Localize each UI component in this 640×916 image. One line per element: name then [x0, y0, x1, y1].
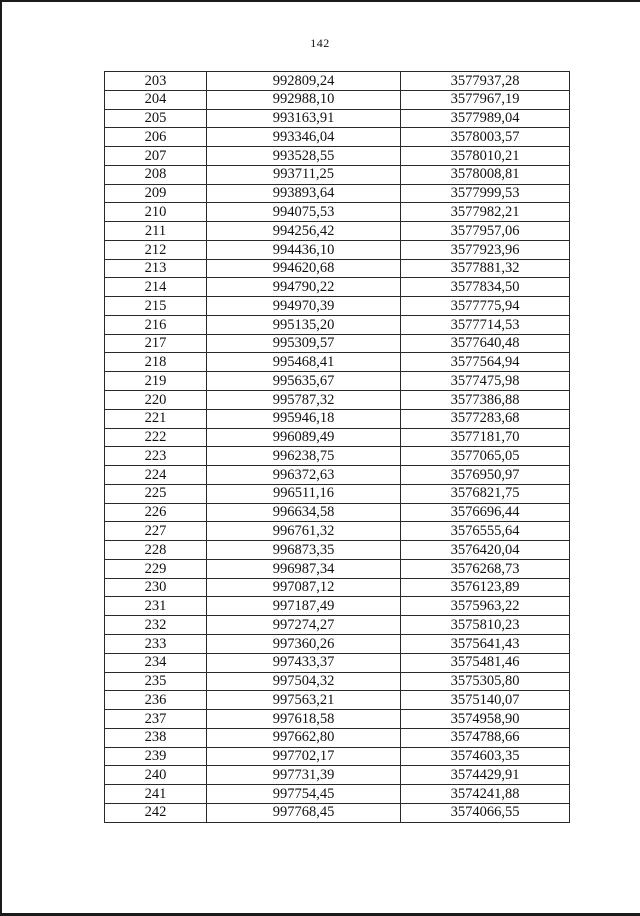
- y-coordinate-cell: 3577923,96: [401, 240, 570, 259]
- table-row: [105, 691, 570, 710]
- table-row: [105, 428, 570, 447]
- coordinates-table: [104, 71, 570, 823]
- table-row: [105, 372, 570, 391]
- table-row: [105, 391, 570, 410]
- table-row: [105, 541, 570, 560]
- y-coordinate-cell: 3574429,91: [401, 766, 570, 785]
- x-coordinate-cell: 997768,45: [207, 803, 401, 822]
- y-coordinate-cell: 3578003,57: [401, 128, 570, 147]
- x-coordinate-cell: 997563,21: [207, 691, 401, 710]
- y-coordinate-cell: 3575810,23: [401, 616, 570, 635]
- y-coordinate-cell: 3576950,97: [401, 466, 570, 485]
- x-coordinate-cell: 996761,32: [207, 522, 401, 541]
- point-number-cell: 220: [105, 391, 207, 410]
- y-coordinate-cell: 3577640,48: [401, 334, 570, 353]
- point-number-cell: 215: [105, 297, 207, 316]
- table-row: [105, 353, 570, 372]
- point-number-cell: 221: [105, 409, 207, 428]
- table-row: [105, 484, 570, 503]
- x-coordinate-cell: 995309,57: [207, 334, 401, 353]
- table-row: [105, 766, 570, 785]
- point-number-cell: 228: [105, 541, 207, 560]
- table-row: [105, 315, 570, 334]
- point-number-cell: 224: [105, 466, 207, 485]
- point-number-cell: 235: [105, 672, 207, 691]
- x-coordinate-cell: 996089,49: [207, 428, 401, 447]
- x-coordinate-cell: 994620,68: [207, 259, 401, 278]
- point-number-cell: 227: [105, 522, 207, 541]
- y-coordinate-cell: 3574066,55: [401, 803, 570, 822]
- x-coordinate-cell: 997618,58: [207, 710, 401, 729]
- coordinates-table-body: [105, 72, 570, 823]
- table-row: [105, 184, 570, 203]
- y-coordinate-cell: 3577714,53: [401, 315, 570, 334]
- y-coordinate-cell: 3576123,89: [401, 578, 570, 597]
- point-number-cell: 211: [105, 222, 207, 241]
- y-coordinate-cell: 3577775,94: [401, 297, 570, 316]
- point-number-cell: 219: [105, 372, 207, 391]
- table-row: [105, 72, 570, 91]
- point-number-cell: 213: [105, 259, 207, 278]
- table-row: [105, 259, 570, 278]
- x-coordinate-cell: 997731,39: [207, 766, 401, 785]
- table-row: [105, 616, 570, 635]
- y-coordinate-cell: 3577283,68: [401, 409, 570, 428]
- x-coordinate-cell: 994256,42: [207, 222, 401, 241]
- x-coordinate-cell: 995135,20: [207, 315, 401, 334]
- x-coordinate-cell: 994436,10: [207, 240, 401, 259]
- x-coordinate-cell: 996987,34: [207, 559, 401, 578]
- table-row: [105, 447, 570, 466]
- table-row: [105, 165, 570, 184]
- table-row: [105, 653, 570, 672]
- x-coordinate-cell: 996238,75: [207, 447, 401, 466]
- x-coordinate-cell: 993528,55: [207, 147, 401, 166]
- point-number-cell: 236: [105, 691, 207, 710]
- table-row: [105, 522, 570, 541]
- point-number-cell: 207: [105, 147, 207, 166]
- x-coordinate-cell: 993893,64: [207, 184, 401, 203]
- point-number-cell: 225: [105, 484, 207, 503]
- point-number-cell: 238: [105, 728, 207, 747]
- page-number: 142: [310, 36, 330, 50]
- y-coordinate-cell: 3577181,70: [401, 428, 570, 447]
- table-row: [105, 503, 570, 522]
- x-coordinate-cell: 992988,10: [207, 90, 401, 109]
- y-coordinate-cell: 3577881,32: [401, 259, 570, 278]
- point-number-cell: 240: [105, 766, 207, 785]
- point-number-cell: 216: [105, 315, 207, 334]
- y-coordinate-cell: 3574241,88: [401, 785, 570, 804]
- point-number-cell: 212: [105, 240, 207, 259]
- x-coordinate-cell: 993346,04: [207, 128, 401, 147]
- point-number-cell: 231: [105, 597, 207, 616]
- table-row: [105, 466, 570, 485]
- x-coordinate-cell: 996634,58: [207, 503, 401, 522]
- point-number-cell: 226: [105, 503, 207, 522]
- y-coordinate-cell: 3577967,19: [401, 90, 570, 109]
- table-row: [105, 728, 570, 747]
- table-row: [105, 578, 570, 597]
- point-number-cell: 217: [105, 334, 207, 353]
- y-coordinate-cell: 3578008,81: [401, 165, 570, 184]
- y-coordinate-cell: 3575140,07: [401, 691, 570, 710]
- y-coordinate-cell: 3577475,98: [401, 372, 570, 391]
- point-number-cell: 205: [105, 109, 207, 128]
- y-coordinate-cell: 3577065,05: [401, 447, 570, 466]
- point-number-cell: 203: [105, 72, 207, 91]
- x-coordinate-cell: 997662,80: [207, 728, 401, 747]
- point-number-cell: 239: [105, 747, 207, 766]
- x-coordinate-cell: 995946,18: [207, 409, 401, 428]
- table-row: [105, 785, 570, 804]
- point-number-cell: 242: [105, 803, 207, 822]
- y-coordinate-cell: 3576555,64: [401, 522, 570, 541]
- x-coordinate-cell: 996511,16: [207, 484, 401, 503]
- x-coordinate-cell: 996873,35: [207, 541, 401, 560]
- x-coordinate-cell: 994075,53: [207, 203, 401, 222]
- y-coordinate-cell: 3575641,43: [401, 634, 570, 653]
- table-row: [105, 240, 570, 259]
- y-coordinate-cell: 3575481,46: [401, 653, 570, 672]
- y-coordinate-cell: 3576696,44: [401, 503, 570, 522]
- x-coordinate-cell: 996372,63: [207, 466, 401, 485]
- point-number-cell: 233: [105, 634, 207, 653]
- x-coordinate-cell: 995787,32: [207, 391, 401, 410]
- table-row: [105, 559, 570, 578]
- point-number-cell: 234: [105, 653, 207, 672]
- y-coordinate-cell: 3577999,53: [401, 184, 570, 203]
- x-coordinate-cell: 994790,22: [207, 278, 401, 297]
- x-coordinate-cell: 997702,17: [207, 747, 401, 766]
- y-coordinate-cell: 3574788,66: [401, 728, 570, 747]
- x-coordinate-cell: 995468,41: [207, 353, 401, 372]
- table-row: [105, 710, 570, 729]
- y-coordinate-cell: 3577957,06: [401, 222, 570, 241]
- point-number-cell: 218: [105, 353, 207, 372]
- point-number-cell: 204: [105, 90, 207, 109]
- table-row: [105, 147, 570, 166]
- table-row: [105, 222, 570, 241]
- point-number-cell: 232: [105, 616, 207, 635]
- point-number-cell: 209: [105, 184, 207, 203]
- x-coordinate-cell: 997360,26: [207, 634, 401, 653]
- y-coordinate-cell: 3577564,94: [401, 353, 570, 372]
- x-coordinate-cell: 997504,32: [207, 672, 401, 691]
- x-coordinate-cell: 997433,37: [207, 653, 401, 672]
- point-number-cell: 241: [105, 785, 207, 804]
- table-row: [105, 634, 570, 653]
- x-coordinate-cell: 992809,24: [207, 72, 401, 91]
- point-number-cell: 208: [105, 165, 207, 184]
- x-coordinate-cell: 997274,27: [207, 616, 401, 635]
- table-row: [105, 128, 570, 147]
- point-number-cell: 222: [105, 428, 207, 447]
- y-coordinate-cell: 3577834,50: [401, 278, 570, 297]
- point-number-cell: 237: [105, 710, 207, 729]
- table-row: [105, 90, 570, 109]
- table-row: [105, 672, 570, 691]
- point-number-cell: 214: [105, 278, 207, 297]
- table-row: [105, 203, 570, 222]
- point-number-cell: 210: [105, 203, 207, 222]
- y-coordinate-cell: 3578010,21: [401, 147, 570, 166]
- x-coordinate-cell: 995635,67: [207, 372, 401, 391]
- table-row: [105, 803, 570, 822]
- y-coordinate-cell: 3576821,75: [401, 484, 570, 503]
- table-row: [105, 278, 570, 297]
- x-coordinate-cell: 997187,49: [207, 597, 401, 616]
- y-coordinate-cell: 3576420,04: [401, 541, 570, 560]
- y-coordinate-cell: 3575305,80: [401, 672, 570, 691]
- table-row: [105, 747, 570, 766]
- table-row: [105, 409, 570, 428]
- table-row: [105, 597, 570, 616]
- y-coordinate-cell: 3577386,88: [401, 391, 570, 410]
- x-coordinate-cell: 993711,25: [207, 165, 401, 184]
- y-coordinate-cell: 3577982,21: [401, 203, 570, 222]
- y-coordinate-cell: 3577937,28: [401, 72, 570, 91]
- y-coordinate-cell: 3574958,90: [401, 710, 570, 729]
- x-coordinate-cell: 994970,39: [207, 297, 401, 316]
- y-coordinate-cell: 3575963,22: [401, 597, 570, 616]
- y-coordinate-cell: 3576268,73: [401, 559, 570, 578]
- x-coordinate-cell: 997087,12: [207, 578, 401, 597]
- point-number-cell: 230: [105, 578, 207, 597]
- table-row: [105, 334, 570, 353]
- point-number-cell: 229: [105, 559, 207, 578]
- y-coordinate-cell: 3574603,35: [401, 747, 570, 766]
- x-coordinate-cell: 993163,91: [207, 109, 401, 128]
- x-coordinate-cell: 997754,45: [207, 785, 401, 804]
- table-row: [105, 297, 570, 316]
- point-number-cell: 223: [105, 447, 207, 466]
- point-number-cell: 206: [105, 128, 207, 147]
- y-coordinate-cell: 3577989,04: [401, 109, 570, 128]
- table-row: [105, 109, 570, 128]
